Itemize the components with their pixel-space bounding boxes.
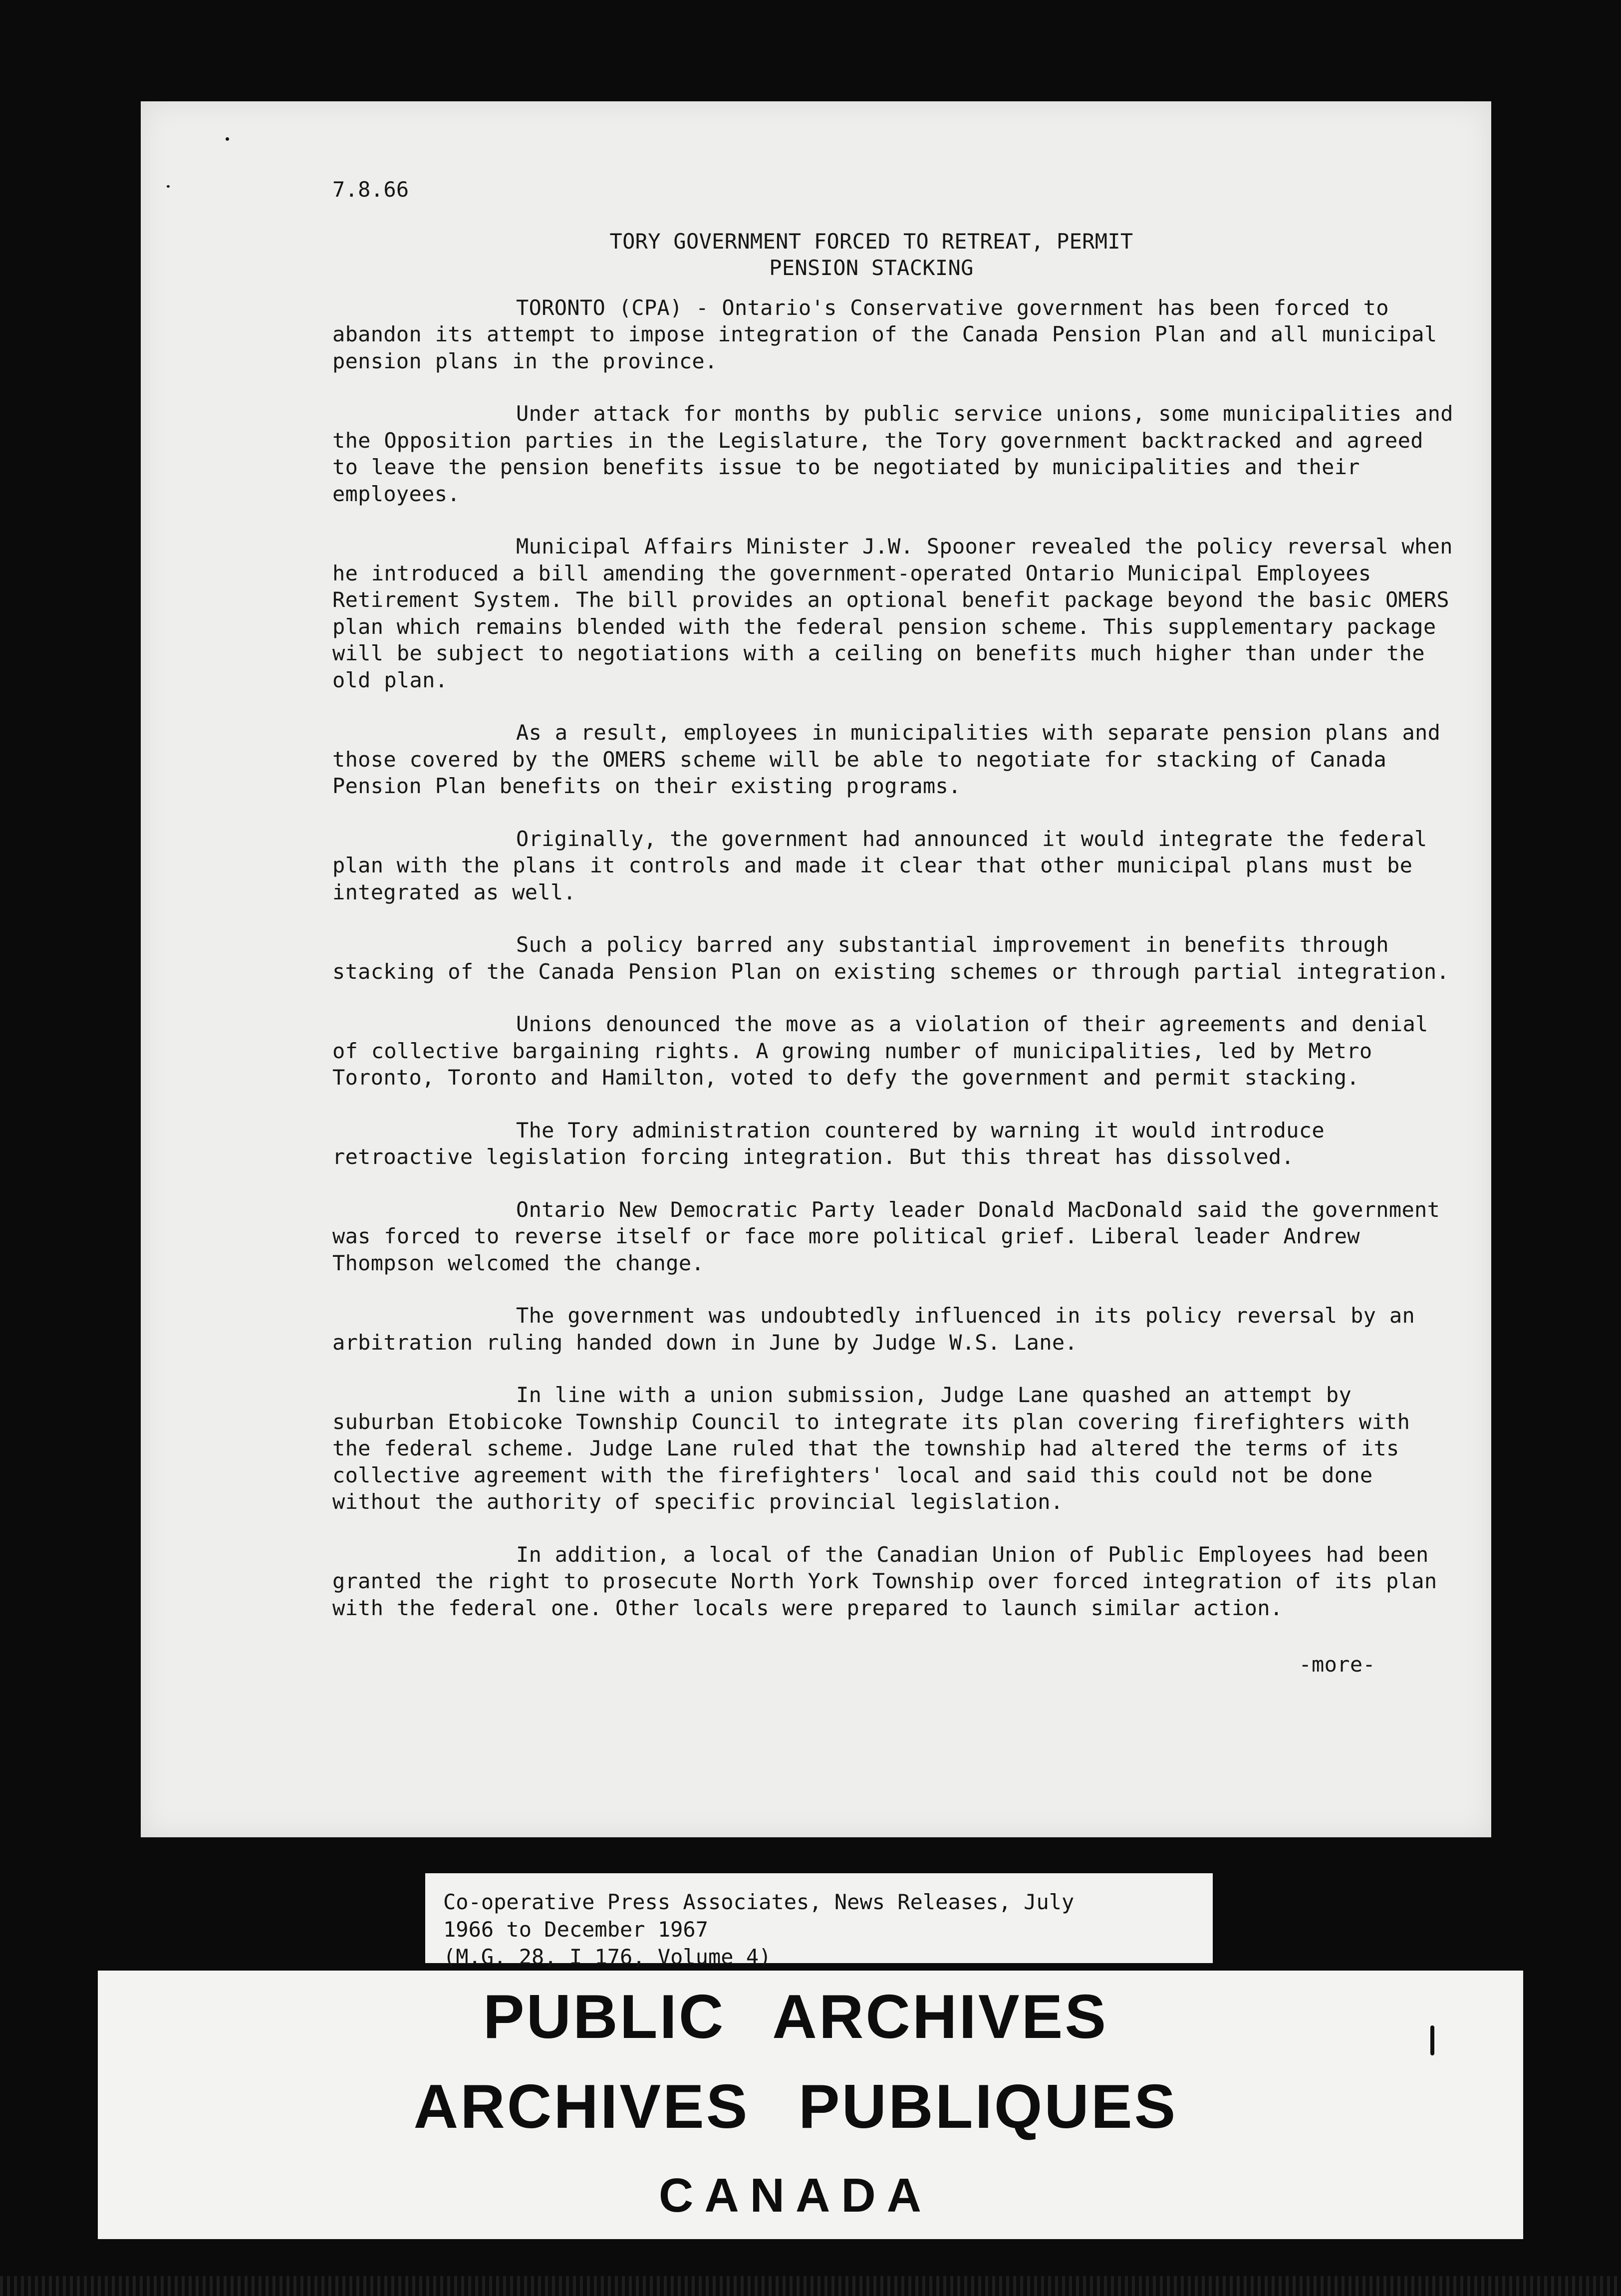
paragraph-2: Under attack for months by public service unions, some municipalities and the Opposition parties in the Legislature, the Tory government backtracked and agreed to leave the pension benefits issue to be negotiated by municipalities and their employees. [332, 401, 1453, 506]
paragraph-7: Unions denounced the move as a violation of their agreements and denial of collective bargaining rights. A growing number of municipalities, led by Metro Toronto, Toronto and Hamilton, voted to defy the government and permit stacking. [332, 1012, 1428, 1090]
paragraph-5: Originally, the government had announced it would integrate the federal plan with the plans it controls and made it clear that other municipal plans must be integrated as well. [332, 826, 1427, 904]
paragraph-3: Municipal Affairs Minister J.W. Spooner revealed the policy reversal when he introduced a bill amending the government-operated Ontario Municipal Employees Retirement System. The bill provides an optional benefit package beyond the basic OMERS plan which remains blended with the federal pension scheme. This supplementary package will be subject to negotiations with a ceiling on benefits much higher than under the old plan. [332, 534, 1453, 692]
archive-tag-line-2: 1966 to December 1967 [443, 1917, 709, 1942]
public-archives-banner [98, 1971, 1523, 2239]
paragraph-12: In addition, a local of the Canadian Union of Public Employees had been granted the right to prosecute North York Township over forced integration of its plan with the federal one. Other locals were prepared to launch similar action. [332, 1542, 1437, 1620]
headline-line-1: TORY GOVERNMENT FORCED TO RETREAT, PERMIT [609, 229, 1133, 254]
archive-tag-line-3: (M.G. 28, I 176, Volume 4) [443, 1945, 772, 1969]
paragraph-1: TORONTO (CPA) - Ontario's Conservative government has been forced to abandon its attempt to impose integration of the Canada Pension Plan and all municipal pension plans in the province. [332, 295, 1437, 373]
paragraph-6: Such a policy barred any substantial improvement in benefits through stacking of the Canada Pension Plan on existing schemes or through partial integration. [332, 932, 1449, 984]
ink-speck [167, 185, 170, 188]
banner-line-french: ARCHIVES PUBLIQUES [413, 2072, 1178, 2141]
archive-tag-line-1: Co-operative Press Associates, News Releases, July [443, 1890, 1075, 1914]
banner-line-english: PUBLIC ARCHIVES [483, 1983, 1108, 2051]
ink-speck [1430, 2025, 1434, 2055]
paragraph-9: Ontario New Democratic Party leader Donald MacDonald said the government was forced to reverse itself or face more political grief. Liberal leader Andrew Thompson welcomed the change. [332, 1197, 1440, 1275]
document-headline [332, 228, 1460, 282]
headline-line-2: PENSION STACKING [769, 256, 974, 280]
paragraph-8: The Tory administration countered by warning it would introduce retroactive legislation forcing integration. But this threat has dissolved. [332, 1118, 1325, 1169]
ink-speck [226, 137, 229, 141]
archive-reference-tag [425, 1873, 1213, 1969]
paragraph-10: The government was undoubtedly influenced in its policy reversal by an arbitration ruling handed down in June by Judge W.S. Lane. [332, 1303, 1415, 1355]
document-body [332, 176, 1460, 1678]
document-page [141, 101, 1491, 1837]
paragraph-11: In line with a union submission, Judge Lane quashed an attempt by suburban Etobicoke Township Council to integrate its plan covering firefighters with the federal scheme. Judge Lane ruled that the township had altered the terms of its collective agreement with the firefighters' local and said this could not be done without the authority of specific provincial legislation. [332, 1383, 1410, 1514]
document-date: 7.8.66 [332, 177, 409, 202]
banner-line-country: CANADA [659, 2169, 932, 2222]
paragraph-4: As a result, employees in municipalities with separate pension plans and those covered by the OMERS scheme will be able to negotiate for stacking of Canada Pension Plan benefits on their existing programs. [332, 720, 1441, 798]
continuation-mark: -more- [1299, 1652, 1375, 1677]
film-edge-strip [0, 2276, 1621, 2296]
